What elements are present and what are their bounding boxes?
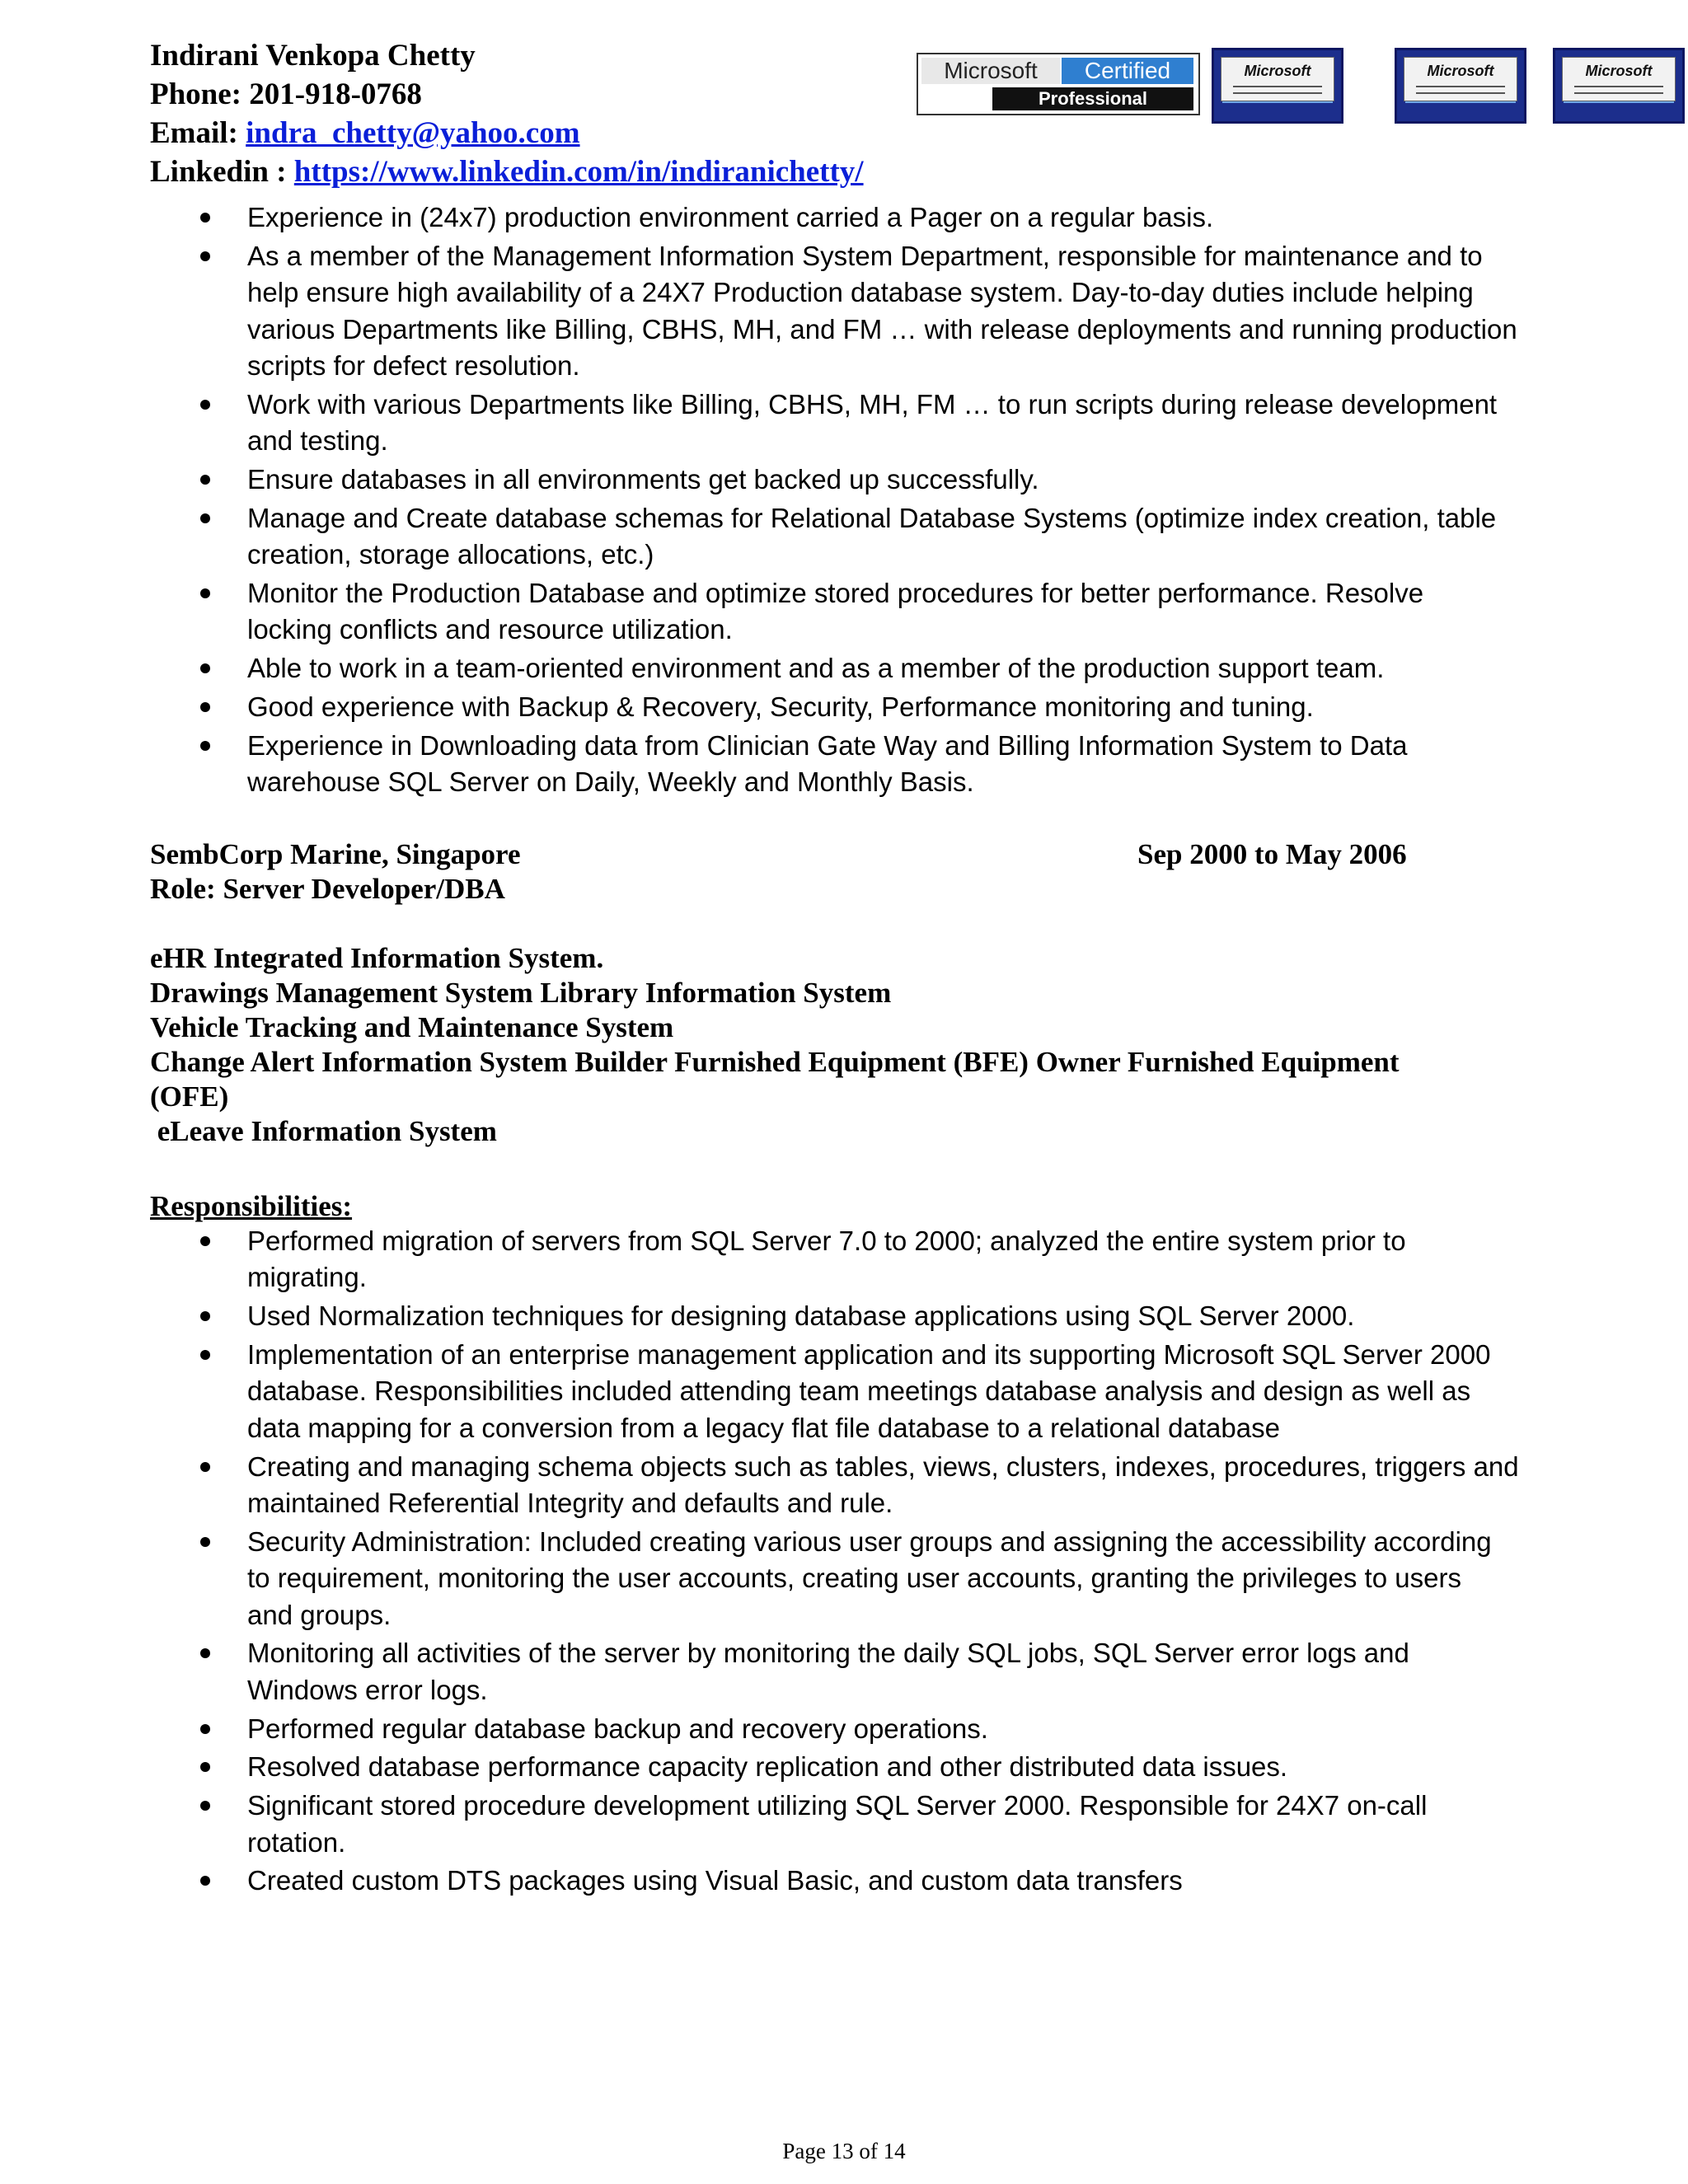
system-name: Drawings Management System Library Information System xyxy=(150,977,892,1009)
bullet-text-line: Creating and managing schema objects such as tables, views, clusters, indexes, procedures, triggers and xyxy=(247,1451,1519,1482)
email-label: Email: xyxy=(150,116,238,150)
bullet-dot xyxy=(200,1311,210,1321)
bullet-text-line: various Departments like Billing, CBHS, MH, and FM … with release deployments and running production xyxy=(247,313,1517,344)
linkedin-label: Linkedin : xyxy=(150,155,287,189)
bullet-dot xyxy=(200,1648,210,1658)
bullet-text-line: to requirement, monitoring the user accounts, creating user accounts, granting the privileges to users xyxy=(247,1563,1461,1594)
page-number: Page 13 of 14 xyxy=(782,2139,906,2163)
bullet-text-line: data mapping for a conversion from a legacy flat file database to a relational database xyxy=(247,1412,1280,1443)
system-name: (OFE) xyxy=(150,1080,229,1113)
bullet-text-line: maintained Referential Integrity and defaults and rule. xyxy=(247,1488,893,1518)
bullet-text-line: Windows error logs. xyxy=(247,1674,488,1705)
bullet-text-line: creation, storage allocations, etc.) xyxy=(247,539,654,570)
bullet-text-line: migrating. xyxy=(247,1262,367,1293)
bullet-dot xyxy=(200,213,210,223)
job-dates: Sep 2000 to May 2006 xyxy=(1137,838,1407,870)
bullet-dot xyxy=(200,588,210,598)
bullet-text-line: rotation. xyxy=(247,1826,346,1858)
bullet-text-line: scripts for defect resolution. xyxy=(247,350,580,381)
mcp-certified-text: Certified xyxy=(1062,58,1193,84)
microsoft-certified-badge-1 xyxy=(1212,48,1343,124)
bullet-text-line: Monitoring all activities of the server by monitoring the daily SQL jobs, SQL Server error logs and xyxy=(247,1638,1409,1669)
bullet-dot xyxy=(200,663,210,673)
system-name: Vehicle Tracking and Maintenance System xyxy=(150,1011,674,1043)
system-name: Change Alert Information System Builder Furnished Equipment (BFE) Owner Furnished Equipment xyxy=(150,1046,1400,1078)
system-name: eHR Integrated Information System. xyxy=(150,942,604,974)
badge-brand-text: Microsoft xyxy=(1244,63,1311,79)
bullet-text-line: database. Responsibilities included attending team meetings database analysis and design as well as xyxy=(247,1376,1471,1407)
bullet-text-line: warehouse SQL Server on Daily, Weekly and Monthly Basis. xyxy=(247,766,974,798)
bullet-text-line: Performed migration of servers from SQL Server 7.0 to 2000; analyzed the entire system prior to xyxy=(247,1226,1406,1256)
phone-label: Phone: xyxy=(150,77,241,111)
badge-brand-text: Microsoft xyxy=(1427,63,1494,79)
bullet-dot xyxy=(200,1537,210,1547)
system-name: eLeave Information System xyxy=(150,1115,497,1147)
bullet-dot xyxy=(200,475,210,485)
bullet-text-line: Able to work in a team-oriented environment and as a member of the production support team. xyxy=(247,653,1385,684)
bullet-dot xyxy=(200,1724,210,1734)
bullet-dot xyxy=(200,1462,210,1472)
contact-header xyxy=(150,36,864,191)
linkedin-link[interactable]: https://www.linkedin.com/in/indiranichetty/ xyxy=(293,155,864,189)
bullet-text-line: Experience in (24x7) production environment carried a Pager on a regular basis. xyxy=(247,202,1214,232)
email-link[interactable]: indra_chetty@yahoo.com xyxy=(246,116,580,150)
candidate-name: Indirani Venkopa Chetty xyxy=(150,39,476,73)
bullet-text-line: and testing. xyxy=(247,425,388,457)
bullet-text-line: Manage and Create database schemas for Relational Database Systems (optimize index creation, table xyxy=(247,502,1497,533)
bullet-text-line: Performed regular database backup and recovery operations. xyxy=(247,1713,988,1744)
bullet-text-line: As a member of the Management Information System Department, responsible for maintenance and to xyxy=(247,240,1483,271)
bullet-dot xyxy=(200,1876,210,1886)
bullet-dot xyxy=(200,702,210,712)
bullet-text-line: Experience in Downloading data from Clinician Gate Way and Billing Information System to Data xyxy=(247,729,1408,761)
bullet-text-line: Security Administration: Included creating various user groups and assigning the accessibility according xyxy=(247,1526,1492,1557)
phone-line xyxy=(150,75,864,114)
bullet-text-line: Monitor the Production Database and optimize stored procedures for better performance. Resolve xyxy=(247,578,1424,608)
bullet-text-line: locking conflicts and resource utilization. xyxy=(247,614,733,645)
bullet-text-line: Resolved database performance capacity replication and other distributed data issues. xyxy=(247,1751,1288,1783)
bullet-text-line: Used Normalization techniques for designing database applications using SQL Server 2000. xyxy=(247,1301,1355,1332)
microsoft-certified-badge-3 xyxy=(1553,48,1685,124)
responsibilities-heading: Responsibilities: xyxy=(150,1190,353,1222)
bullet-text-line: Good experience with Backup & Recovery, Security, Performance monitoring and tuning. xyxy=(247,691,1314,722)
bullet-text-line: Created custom DTS packages using Visual Basic, and custom data transfers xyxy=(247,1865,1183,1896)
job-company: SembCorp Marine, Singapore xyxy=(150,838,521,870)
bullet-dot xyxy=(200,513,210,523)
microsoft-certified-badge-2 xyxy=(1395,48,1526,124)
job-role: Role: Server Developer/DBA xyxy=(150,873,505,905)
bullet-dot xyxy=(200,1350,210,1360)
bullet-dot xyxy=(200,1801,210,1811)
bullet-text-line: and groups. xyxy=(247,1599,392,1630)
bullet-dot xyxy=(200,741,210,751)
badge-brand-text: Microsoft xyxy=(1585,63,1653,79)
bullet-text-line: Significant stored procedure development utilizing SQL Server 2000. Responsible for 24X7 on-call xyxy=(247,1790,1428,1821)
bullet-text-line: Work with various Departments like Billing, CBHS, MH, FM … to run scripts during release development xyxy=(247,388,1498,419)
bullet-text-line: Ensure databases in all environments get backed up successfully. xyxy=(247,464,1039,494)
phone-number: 201-918-0768 xyxy=(249,77,422,111)
email-line xyxy=(150,114,864,152)
bullet-text-line: help ensure high availability of a 24X7 Production database system. Day-to-day duties include helping xyxy=(247,277,1474,308)
bullet-dot xyxy=(200,1236,210,1246)
bullet-dot xyxy=(200,1762,210,1772)
mcp-brand-text: Microsoft xyxy=(921,58,1060,84)
microsoft-certified-professional-logo xyxy=(917,53,1200,115)
linkedin-line xyxy=(150,152,864,191)
bullet-dot xyxy=(200,400,210,410)
mcp-level-text: Professional xyxy=(992,87,1193,110)
bullet-dot xyxy=(200,251,210,261)
bullet-text-line: Implementation of an enterprise management application and its supporting Microsoft SQL Server 2000 xyxy=(247,1339,1491,1370)
